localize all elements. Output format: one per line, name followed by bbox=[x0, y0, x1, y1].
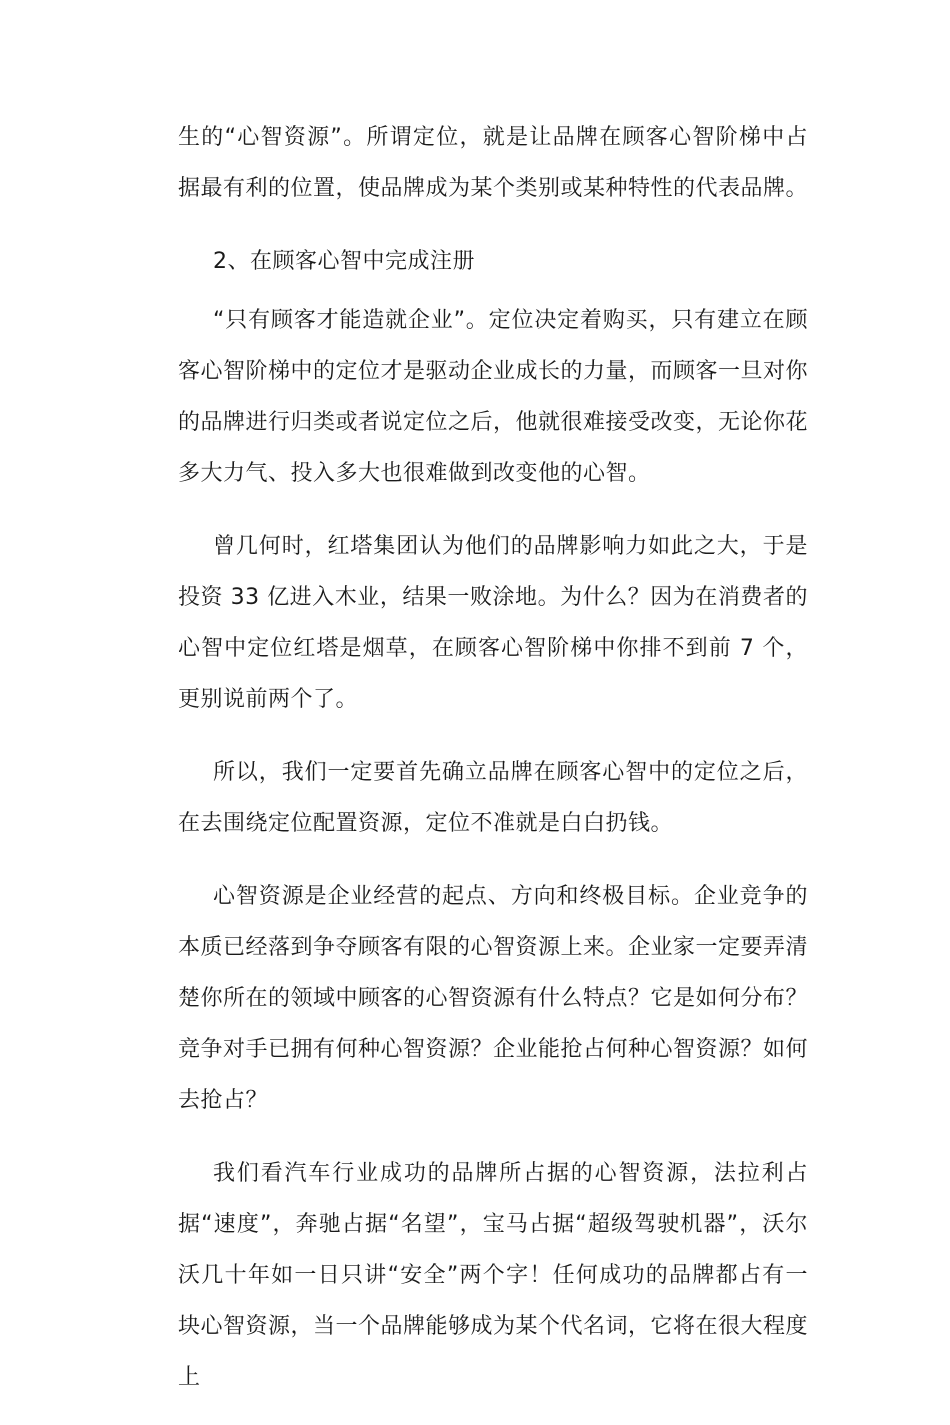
paragraph: 我们看汽车行业成功的品牌所占据的心智资源，法拉利占据“速度”，奔驰占据“名望”，宝马占据“超级驾驶机器”，沃尔沃几十年如一日只讲“安全”两个字！任何成功的品牌都占有一块心智资源，当一个品牌能够成为某个代名词，它将在很大程度上 bbox=[178, 1161, 809, 1390]
paragraph-continuation: 生的“心智资源”。所谓定位，就是让品牌在顾客心智阶梯中占据最有利的位置，使品牌成为某个类别或某种特性的代表品牌。 bbox=[178, 125, 809, 201]
paragraph: “只有顾客才能造就企业”。定位决定着购买，只有建立在顾客心智阶梯中的定位才是驱动企业成长的力量，而顾客一旦对你的品牌进行归类或者说定位之后，他就很难接受改变，无论你花多大力气、投入多大也很难做到改变他的心智。 bbox=[178, 308, 809, 486]
paragraph: 心智资源是企业经营的起点、方向和终极目标。企业竞争的本质已经落到争夺顾客有限的心智资源上来。企业家一定要弄清楚你所在的领域中顾客的心智资源有什么特点？它是如何分布？竞争对手已拥有何种心智资源？企业能抢占何种心智资源？如何去抢占？ bbox=[178, 884, 809, 1113]
paragraph: 曾几何时，红塔集团认为他们的品牌影响力如此之大，于是投资 33 亿进入木业，结果一败涂地。为什么？因为在消费者的心智中定位红塔是烟草，在顾客心智阶梯中你排不到前 7 个，更别说前两个了。 bbox=[178, 534, 808, 712]
document-body bbox=[178, 112, 808, 1425]
paragraph: 所以，我们一定要首先确立品牌在顾客心智中的定位之后，在去围绕定位配置资源，定位不准就是白白扔钱。 bbox=[178, 760, 808, 836]
section-heading: 2、在顾客心智中完成注册 bbox=[213, 249, 475, 274]
